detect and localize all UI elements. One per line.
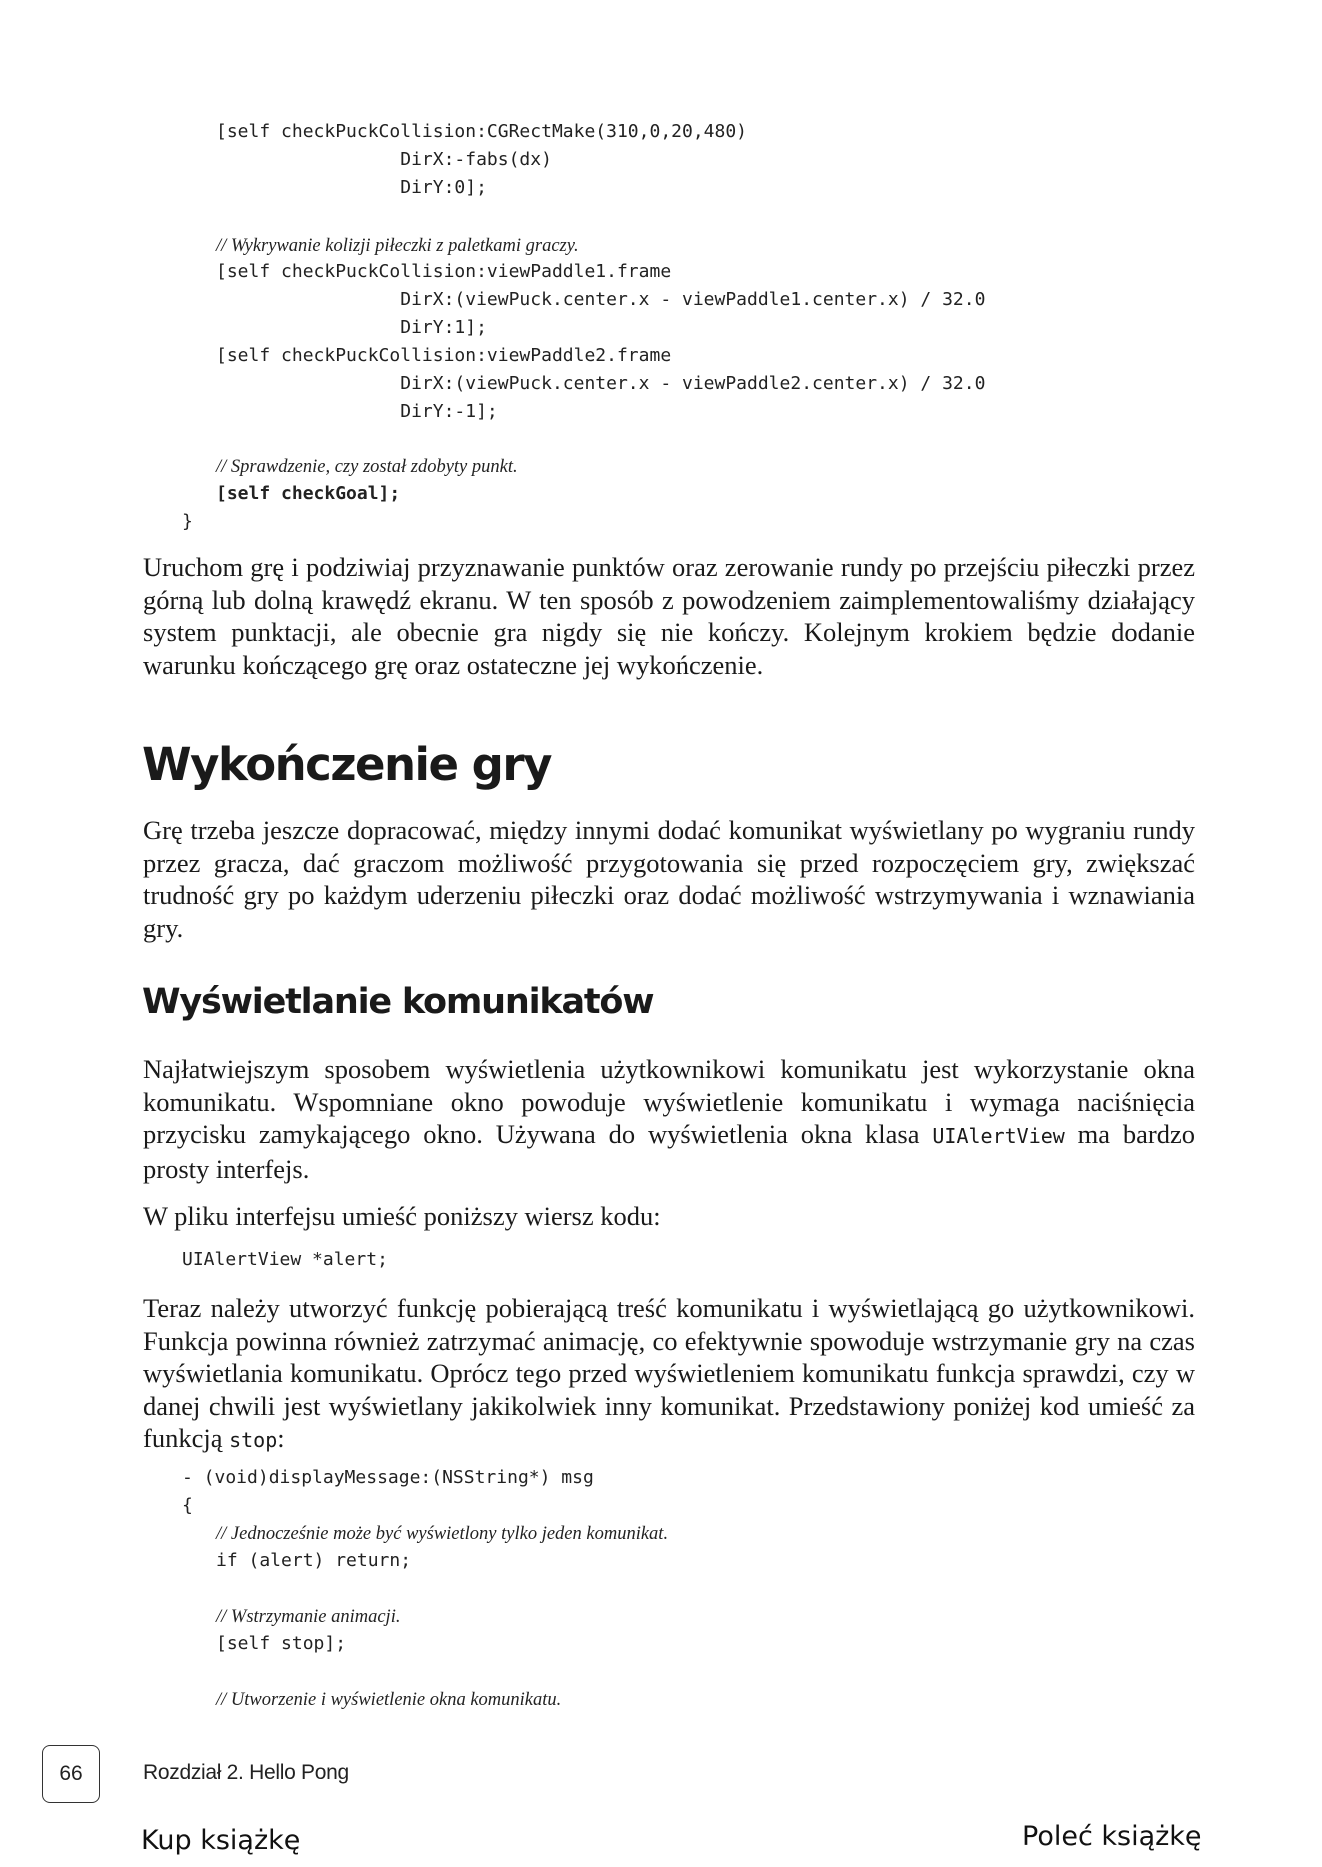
code-line: UIAlertView *alert; bbox=[182, 1249, 388, 1270]
body-paragraph bbox=[143, 1053, 1195, 1185]
paragraph-text: : bbox=[277, 1423, 285, 1453]
code-comment: // Jednocześnie może być wyświetlony tylko jeden komunikat. bbox=[216, 1524, 669, 1544]
buy-book-link[interactable]: Kup książkę bbox=[141, 1825, 301, 1856]
paragraph-text: ma bardzo prosty interfejs. bbox=[143, 1119, 1195, 1184]
code-comment: // Sprawdzenie, czy został zdobyty punkt. bbox=[216, 457, 518, 477]
section-heading: Wykończenie gry bbox=[142, 738, 551, 791]
code-line: [self checkGoal]; bbox=[216, 483, 401, 504]
code-line: DirY:-1]; bbox=[216, 401, 498, 422]
code-line: } bbox=[182, 511, 193, 532]
body-paragraph: Uruchom grę i podziwiaj przyznawanie punktów oraz zerowanie rundy po przejściu piłeczki przez górną lub dolną krawędź ekranu. W ten sposób z powodzeniem zaimplementowaliśmy działający system punktacji, ale obecnie gra nigdy się nie kończy. Kolejnym krokiem będzie dodanie warunku kończącego grę oraz ostateczne jej wykończenie. bbox=[143, 552, 1195, 680]
code-line: [self checkPuckCollision:CGRectMake(310,0,20,480) bbox=[216, 121, 748, 142]
code-line: [self checkPuckCollision:viewPaddle1.frame bbox=[216, 261, 672, 282]
code-line: [self checkPuckCollision:viewPaddle2.frame bbox=[216, 345, 672, 366]
inline-code: stop bbox=[229, 1428, 278, 1452]
code-line: DirY:0]; bbox=[216, 177, 487, 198]
code-line: if (alert) return; bbox=[216, 1550, 412, 1571]
paragraph-text: Teraz należy utworzyć funkcję pobierającą treść komunikatu i wyświetlającą go użytkownikowi. Funkcja powinna również zatrzymać animację, co efektywnie spowoduje wstrzymanie gry na czas wyświetlania komunikatu. Oprócz tego przed wyświetleniem komunikatu funkcja sprawdzi, czy w danej chwili jest wyświetlany jakikolwiek inny komunikat. Przedstawiony poniżej kod umieść za funkcją bbox=[143, 1293, 1195, 1453]
inline-code: UIAlertView bbox=[932, 1124, 1065, 1148]
body-paragraph bbox=[143, 1292, 1195, 1457]
code-line: - (void)displayMessage:(NSString*) msg bbox=[182, 1467, 594, 1488]
code-line: DirX:(viewPuck.center.x - viewPaddle2.center.x) / 32.0 bbox=[216, 373, 986, 394]
subsection-heading: Wyświetlanie komunikatów bbox=[142, 982, 654, 1022]
code-comment: // Wstrzymanie animacji. bbox=[216, 1607, 401, 1627]
body-paragraph: Grę trzeba jeszcze dopracować, między innymi dodać komunikat wyświetlany po wygraniu rundy przez gracza, dać graczom możliwość przygotowania się przed rozpoczęciem gry, zwiększać trudność gry po każdym uderzeniu piłeczki oraz dodać możliwość wstrzymywania i wznawiania gry. bbox=[143, 815, 1195, 943]
body-paragraph: W pliku interfejsu umieść poniższy wiersz kodu: bbox=[143, 1201, 661, 1231]
code-line: DirY:1]; bbox=[216, 317, 487, 338]
page-number: 66 bbox=[42, 1745, 100, 1803]
paragraph-text: Najłatwiejszym sposobem wyświetlenia użytkownikowi komunikatu jest wykorzystanie okna komunikatu. Wspomniane okno powoduje wyświetlenie komunikatu i wymaga naciśnięcia przycisku zamykającego okno. Używana do wyświetlenia okna klasa bbox=[143, 1054, 1195, 1149]
code-comment: // Wykrywanie kolizji piłeczki z paletkami graczy. bbox=[216, 236, 579, 256]
recommend-book-link[interactable]: Poleć książkę bbox=[1022, 1821, 1202, 1852]
code-line: DirX:-fabs(dx) bbox=[216, 149, 552, 170]
running-footer-chapter: Rozdział 2. Hello Pong bbox=[143, 1761, 349, 1784]
code-line: [self stop]; bbox=[216, 1633, 347, 1654]
code-line: DirX:(viewPuck.center.x - viewPaddle1.center.x) / 32.0 bbox=[216, 289, 986, 310]
code-line: { bbox=[182, 1495, 193, 1516]
code-comment: // Utworzenie i wyświetlenie okna komunikatu. bbox=[216, 1690, 562, 1710]
